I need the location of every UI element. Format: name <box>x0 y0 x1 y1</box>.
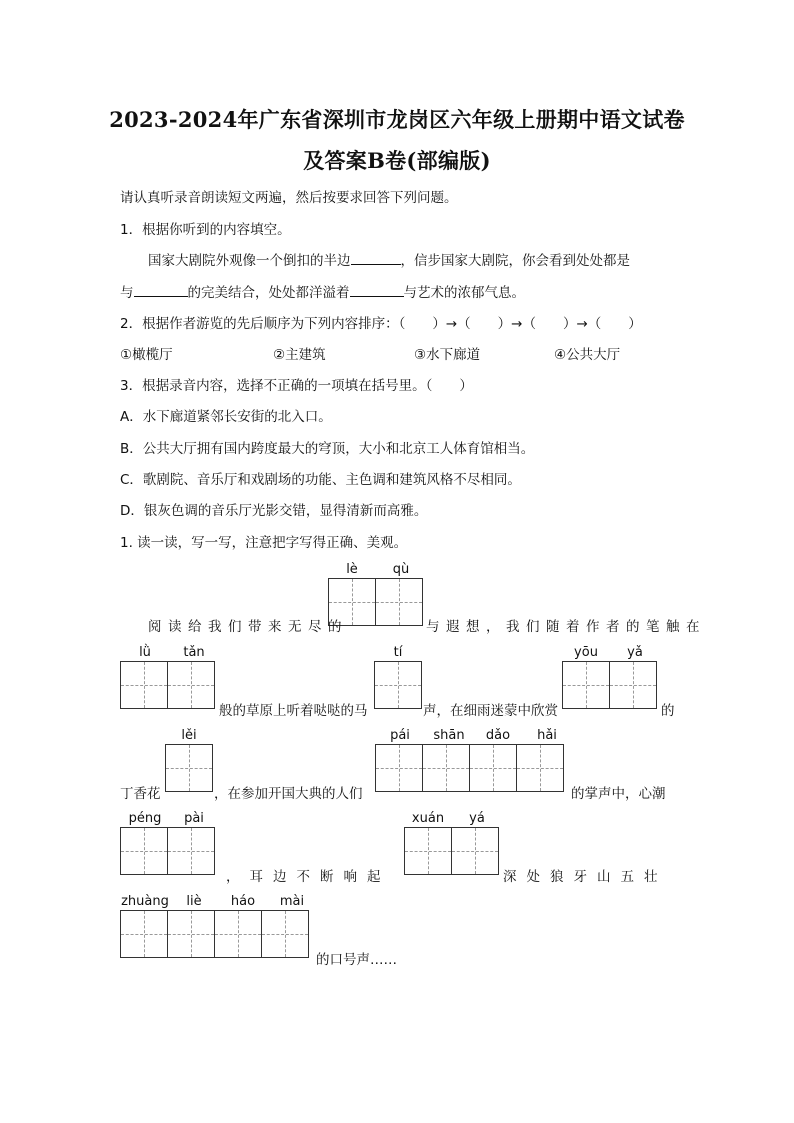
pinyin-mai: mài <box>279 894 305 909</box>
intro-instruction: 请认真听录音朗读短文两遍，然后按要求回答下列问题。 <box>120 190 458 206</box>
pinyin-shan: shān <box>433 728 465 743</box>
q2-option-2: ②主建筑 <box>273 347 326 363</box>
pinyin-le: lè <box>346 562 358 577</box>
q1-blank-1[interactable] <box>351 250 401 265</box>
q1-line2: 与 的完美结合，处处都洋溢着 与艺术的浓郁气息。 <box>120 281 525 301</box>
page-title-line2: 及答案B卷(部编版) <box>303 148 491 173</box>
text-row1-a: 阅读给我们带来无尽的 <box>148 619 348 635</box>
q1-line1: 国家大剧院外观像一个倒扣的半边 ，信步国家大剧院，你会看到处处都是 <box>148 249 630 269</box>
writing-cell[interactable] <box>120 661 168 709</box>
writing-cell[interactable] <box>375 744 423 792</box>
grid-lei <box>165 744 213 792</box>
text-row2-a: 般的草原上听着哒哒的马 <box>219 703 368 719</box>
writing-cell[interactable] <box>451 827 499 875</box>
pinyin-peng: péng <box>128 811 162 826</box>
grid-paishandaohai <box>375 744 564 792</box>
text-row4-a: ，耳边不断响起 <box>226 869 391 885</box>
q2-option-4: ④公共大厅 <box>554 347 621 363</box>
pinyin-xuan: xuán <box>411 811 445 826</box>
writing-cell[interactable] <box>404 827 452 875</box>
writing-cell[interactable] <box>167 910 215 958</box>
q3-option-a: A．水下廊道紧邻长安街的北入口。 <box>120 409 332 425</box>
q2-label: 2．根据作者游览的先后顺序为下列内容排序：（ ）→（ ）→（ ）→（ ） <box>120 316 642 332</box>
pinyin-ti: tí <box>393 645 403 660</box>
q3-option-c: C．歌剧院、音乐厅和戏剧场的功能、主色调和建筑风格不尽相同。 <box>120 472 521 488</box>
q3-label: 3．根据录音内容，选择不正确的一项填在括号里。（ ） <box>120 378 473 394</box>
q2-option-1: ①橄榄厅 <box>120 347 173 363</box>
writing-cell[interactable] <box>120 910 168 958</box>
q1-blank-2[interactable] <box>134 282 188 297</box>
writing-cell[interactable] <box>167 827 215 875</box>
pinyin-dao: dǎo <box>485 728 511 743</box>
grid-xuanya <box>404 827 499 875</box>
pinyin-zhuang: zhuàng <box>121 894 169 909</box>
pinyin-you: yōu <box>574 645 598 660</box>
text-row4-b: 深处狼牙山五壮 <box>503 869 668 885</box>
writing-cell[interactable] <box>167 661 215 709</box>
text-row5-a: 的口号声…… <box>316 952 397 968</box>
pinyin-lei: lěi <box>181 728 197 743</box>
text-row3-c: 的掌声中，心潮 <box>571 786 666 802</box>
q4-label: 1. 读一读，写一写，注意把字写得正确、美观。 <box>120 535 408 551</box>
pinyin-ya: yǎ <box>627 645 643 660</box>
pinyin-pai2: pài <box>184 811 204 826</box>
writing-cell[interactable] <box>422 744 470 792</box>
grid-youya <box>562 661 657 709</box>
writing-cell[interactable] <box>120 827 168 875</box>
writing-cell[interactable] <box>516 744 564 792</box>
q3-option-b: B．公共大厅拥有国内跨度最大的穹顶，大小和北京工人体育馆相当。 <box>120 441 535 457</box>
text-row3-b: ，在参加开国大典的人们 <box>214 786 363 802</box>
pinyin-pai: pái <box>390 728 410 743</box>
grid-pengpai <box>120 827 215 875</box>
page-title: 2023-2024年广东省深圳市龙岗区六年级上册期中语文试卷 <box>109 107 685 132</box>
writing-cell[interactable] <box>374 661 422 709</box>
pinyin-hao: háo <box>230 894 256 909</box>
grid-lutan <box>120 661 215 709</box>
q1-label: 1．根据你听到的内容填空。 <box>120 222 291 238</box>
writing-cell[interactable] <box>261 910 309 958</box>
pinyin-lu: lǜ <box>139 645 151 660</box>
pinyin-ya2: yá <box>469 811 485 826</box>
pinyin-tan: tǎn <box>183 645 205 660</box>
q2-option-3: ③水下廊道 <box>414 347 481 363</box>
writing-cell[interactable] <box>214 910 262 958</box>
writing-cell[interactable] <box>469 744 517 792</box>
writing-cell[interactable] <box>609 661 657 709</box>
text-row1-b: 与遐想，我们随着作者的笔触在 <box>426 619 706 635</box>
writing-cell[interactable] <box>375 578 423 626</box>
pinyin-hai: hǎi <box>537 728 557 743</box>
q3-option-d: D．银灰色调的音乐厅光影交错，显得清新而高雅。 <box>120 503 428 519</box>
q1-blank-3[interactable] <box>350 282 404 297</box>
writing-cell[interactable] <box>562 661 610 709</box>
text-row2-b: 声，在细雨迷蒙中欣赏 <box>423 703 558 719</box>
grid-zhuanglie <box>120 910 309 958</box>
pinyin-lie: liè <box>186 894 202 909</box>
text-row3-a: 丁香花 <box>120 786 161 802</box>
pinyin-qu: qù <box>392 562 410 577</box>
writing-cell[interactable] <box>165 744 213 792</box>
grid-ti <box>374 661 422 709</box>
text-row2-c: 的 <box>661 703 675 719</box>
